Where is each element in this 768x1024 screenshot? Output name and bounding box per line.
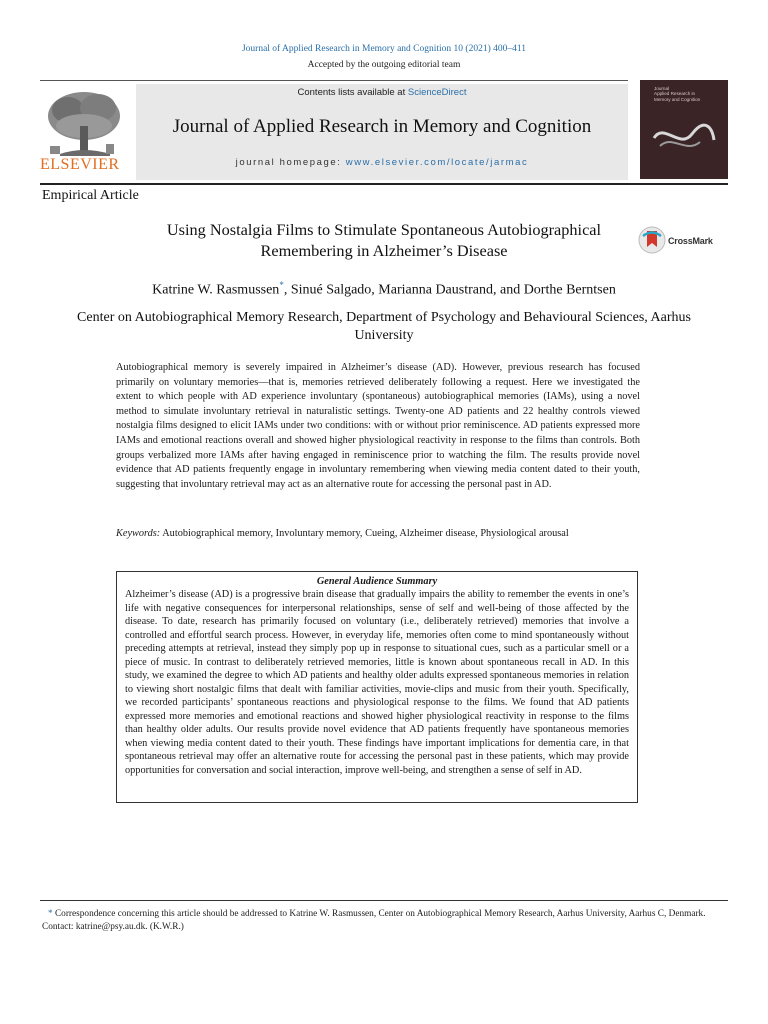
summary-title: General Audience Summary (316, 576, 438, 587)
elsevier-wordmark: ELSEVIER (40, 156, 120, 173)
footnote-mark: * (48, 909, 53, 919)
journal-citation[interactable]: Journal of Applied Research in Memory and Cognition 10 (2021) 400–411 (241, 44, 527, 54)
footnote-rule (40, 900, 728, 901)
footnote-text: Correspondence concerning this article should be addressed to Katrine W. Rasmussen, Center on Autobiographical Memory Research, Aarhus University, Aarhus C, Denmark. Contact: katrine@psy.au.dk. (K.W.R.) (42, 909, 706, 932)
keywords (116, 528, 646, 539)
cover-ribbon-graphic (650, 116, 718, 156)
contents-prefix: Contents lists available at (297, 87, 408, 98)
affiliation: Center on Autobiographical Memory Research, Department of Psychology and Behavioural Sciences, Aarhus University (77, 310, 691, 343)
crossmark-icon[interactable] (638, 226, 666, 254)
corresponding-author-mark[interactable]: * (279, 280, 284, 290)
article-title (110, 219, 658, 261)
contents-line (136, 87, 628, 98)
cover-title-line: Journal (654, 86, 670, 91)
abstract: Autobiographical memory is severely impaired in Alzheimer’s disease (AD). However, previous research has focused primarily on voluntary memories—that is, memories retrieved deliberately following a request. Here we investigated the extent to which people with AD experience involuntary (spontaneous) autobiographical memories (IAMs), using a novel method to simulate involuntary retrieval in naturalistic settings. Twenty-one AD patients and 22 healthy controls viewed nostalgia films designed to elicit IAMs under two conditions: with or without prior reminiscence. AD patients expressed more IAMs and emotional reactions overall and showed higher physiological reactivity in response to the films than controls. Both groups verbalized more IAMs after having engaged in reminiscence prior to watching the film. The results provide novel evidence that AD patients frequently engage in involuntary remembering when viewing media content dated to their youth, suggesting that involuntary retrieval may act as an alternative route for accessing the personal past in AD. (116, 362, 640, 490)
header-rule-top (40, 80, 628, 81)
keywords-label: Keywords: (116, 528, 161, 539)
author-name: Katrine W. Rasmussen (152, 282, 280, 298)
author-list (0, 280, 768, 299)
accepted-note: Accepted by the outgoing editorial team (307, 60, 461, 70)
summary-text: Alzheimer’s disease (AD) is a progressive brain disease that gradually impairs the ability to remember the events in one’s life with negative consequences for interpersonal relationships, sense of self and well-being of those affected by the disease. To date, research has primarily focused on voluntary (i.e., deliberately retrieved) memories that involve a controlled and effortful search process. However, in everyday life, memories often come to mind spontaneously without preceding attempts at retrieval, instead they simply pop up in response to situational cues, such as a particular smell or a piece of music. In contrast to deliberately retrieved memories, little is known about spontaneous recall in AD. In this study, we examined the degree to which AD patients and healthy older adults expressed spontaneous memories in relation to viewing short nostalgic films that dealt with familiar activities, movie-clips and music from their youth. Specifically, we recorded participants’ spontaneous reactions and physiological response to the films. We found that AD patients expressed more memories and emotional reactions and showed higher physiological reactivity in response to the films than healthy older adults. Our results provide novel evidence that AD patients frequently have spontaneous memories when viewing media content dated to their youth. These findings have important implications for dementia care, in that spontaneous retrieval may offer an alternative route for accessing the personal past in these patients, which may provide opportunities for conversation and social interaction, improve well-being, and strengthen a sense of self in AD. (125, 589, 629, 776)
article-type: Empirical Article (42, 188, 139, 203)
general-audience-summary (116, 571, 638, 803)
sciencedirect-link[interactable]: ScienceDirect (407, 87, 467, 98)
title-line: Using Nostalgia Films to Stimulate Spontaneous Autobiographical (166, 220, 602, 239)
homepage-link[interactable]: www.elsevier.com/locate/jarmac (345, 157, 529, 168)
cover-title-line: Memory and Cognition (654, 96, 701, 102)
co-authors: , Sinué Salgado, Marianna Daustrand, and Dorthe Berntsen (283, 282, 616, 298)
title-line: Remembering in Alzheimer’s Disease (260, 241, 508, 260)
cover-title (654, 86, 724, 102)
correspondence-footnote (42, 908, 722, 933)
homepage-prefix: journal homepage: (235, 157, 346, 168)
journal-homepage (136, 157, 628, 168)
keywords-text: Autobiographical memory, Involuntary memory, Cueing, Alzheimer disease, Physiological arousal (162, 528, 569, 539)
journal-cover-image[interactable] (640, 80, 728, 179)
header-rule-bottom (40, 183, 728, 185)
journal-title: Journal of Applied Research in Memory and Cognition (172, 116, 592, 137)
cover-title-line: Applied Research in (654, 91, 696, 97)
crossmark-label[interactable]: CrossMark (668, 236, 713, 246)
